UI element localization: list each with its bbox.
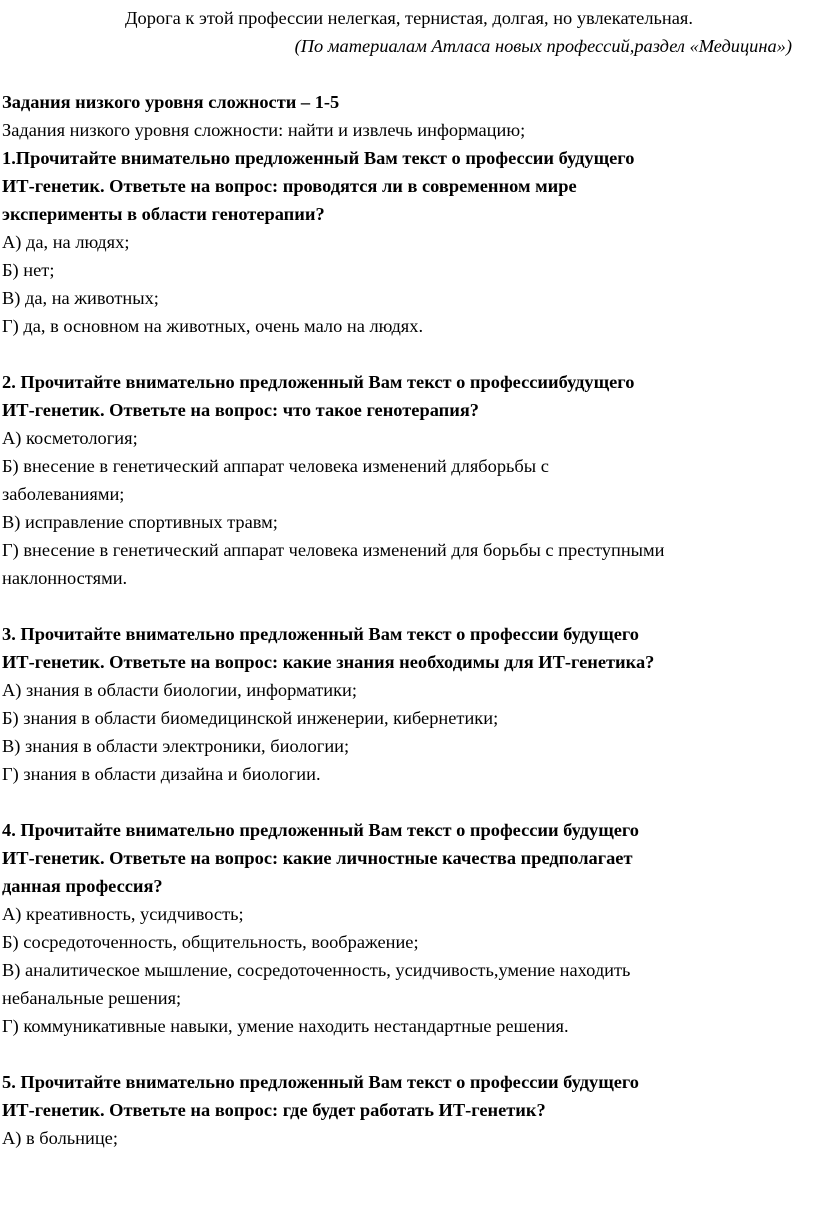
spacer xyxy=(0,340,816,368)
question-text-line: 3. Прочитайте внимательно предложенный Вам текст о профессии будущего xyxy=(2,624,639,644)
answer-option: Г) да, в основном на животных, очень мало на людях. xyxy=(2,316,424,336)
section-title: Задания низкого уровня сложности – 1-5 xyxy=(2,92,340,112)
question-2 xyxy=(0,368,816,592)
answer-option: В) исправление спортивных травм; xyxy=(2,512,278,532)
answer-option: небанальные решения; xyxy=(2,988,182,1008)
spacer xyxy=(0,1040,816,1068)
question-text-line: ИТ-генетик. Ответьте на вопрос: какие личностные качества предполагает xyxy=(2,848,633,868)
answer-option: Б) сосредоточенность, общительность, воображение; xyxy=(2,932,419,952)
question-text-line: эксперименты в области генотерапии? xyxy=(2,204,325,224)
answer-option: В) знания в области электроники, биологии; xyxy=(2,736,350,756)
answer-option: Б) нет; xyxy=(2,260,55,280)
question-text-line: 4. Прочитайте внимательно предложенный Вам текст о профессии будущего xyxy=(2,820,639,840)
section-subtitle: Задания низкого уровня сложности: найти и извлечь информацию; xyxy=(2,120,526,140)
spacer xyxy=(0,60,816,88)
answer-option: В) аналитическое мышление, сосредоточенность, усидчивость,умение находить xyxy=(2,960,631,980)
answer-option: В) да, на животных; xyxy=(2,288,159,308)
answer-option: Г) знания в области дизайна и биологии. xyxy=(2,764,321,784)
answer-option: Б) знания в области биомедицинской инженерии, кибернетики; xyxy=(2,708,499,728)
answer-option: заболеваниями; xyxy=(2,484,125,504)
source-citation: (По материалам Атласа новых профессий,раздел «Медицина») xyxy=(294,36,792,56)
question-text-line: ИТ-генетик. Ответьте на вопрос: где будет работать ИТ-генетик? xyxy=(2,1100,546,1120)
intro-line: Дорога к этой профессии нелегкая, тернистая, долгая, но увлекательная. xyxy=(125,8,693,28)
answer-option: А) да, на людях; xyxy=(2,232,130,252)
spacer xyxy=(0,592,816,620)
question-text-line: данная профессия? xyxy=(2,876,163,896)
answer-option: Г) внесение в генетический аппарат человека изменений для борьбы с преступными xyxy=(2,540,665,560)
question-4 xyxy=(0,816,816,1040)
question-3 xyxy=(0,620,816,788)
spacer xyxy=(0,788,816,816)
answer-option: А) косметология; xyxy=(2,428,138,448)
question-text-line: 2. Прочитайте внимательно предложенный Вам текст о профессиибудущего xyxy=(2,372,635,392)
question-5 xyxy=(0,1068,816,1152)
answer-option: А) в больнице; xyxy=(2,1128,118,1148)
question-1 xyxy=(0,144,816,340)
question-text-line: 5. Прочитайте внимательно предложенный Вам текст о профессии будущего xyxy=(2,1072,639,1092)
answer-option: А) креативность, усидчивость; xyxy=(2,904,244,924)
question-text-line: 1.Прочитайте внимательно предложенный Вам текст о профессии будущего xyxy=(2,148,635,168)
answer-option: Г) коммуникативные навыки, умение находить нестандартные решения. xyxy=(2,1016,569,1036)
question-text-line: ИТ-генетик. Ответьте на вопрос: какие знания необходимы для ИТ-генетика? xyxy=(2,652,655,672)
answer-option: наклонностями. xyxy=(2,568,128,588)
question-text-line: ИТ-генетик. Ответьте на вопрос: что такое генотерапия? xyxy=(2,400,479,420)
question-list xyxy=(0,144,816,1152)
answer-option: Б) внесение в генетический аппарат человека изменений дляборьбы с xyxy=(2,456,549,476)
answer-option: А) знания в области биологии, информатики; xyxy=(2,680,357,700)
question-text-line: ИТ-генетик. Ответьте на вопрос: проводятся ли в современном мире xyxy=(2,176,577,196)
